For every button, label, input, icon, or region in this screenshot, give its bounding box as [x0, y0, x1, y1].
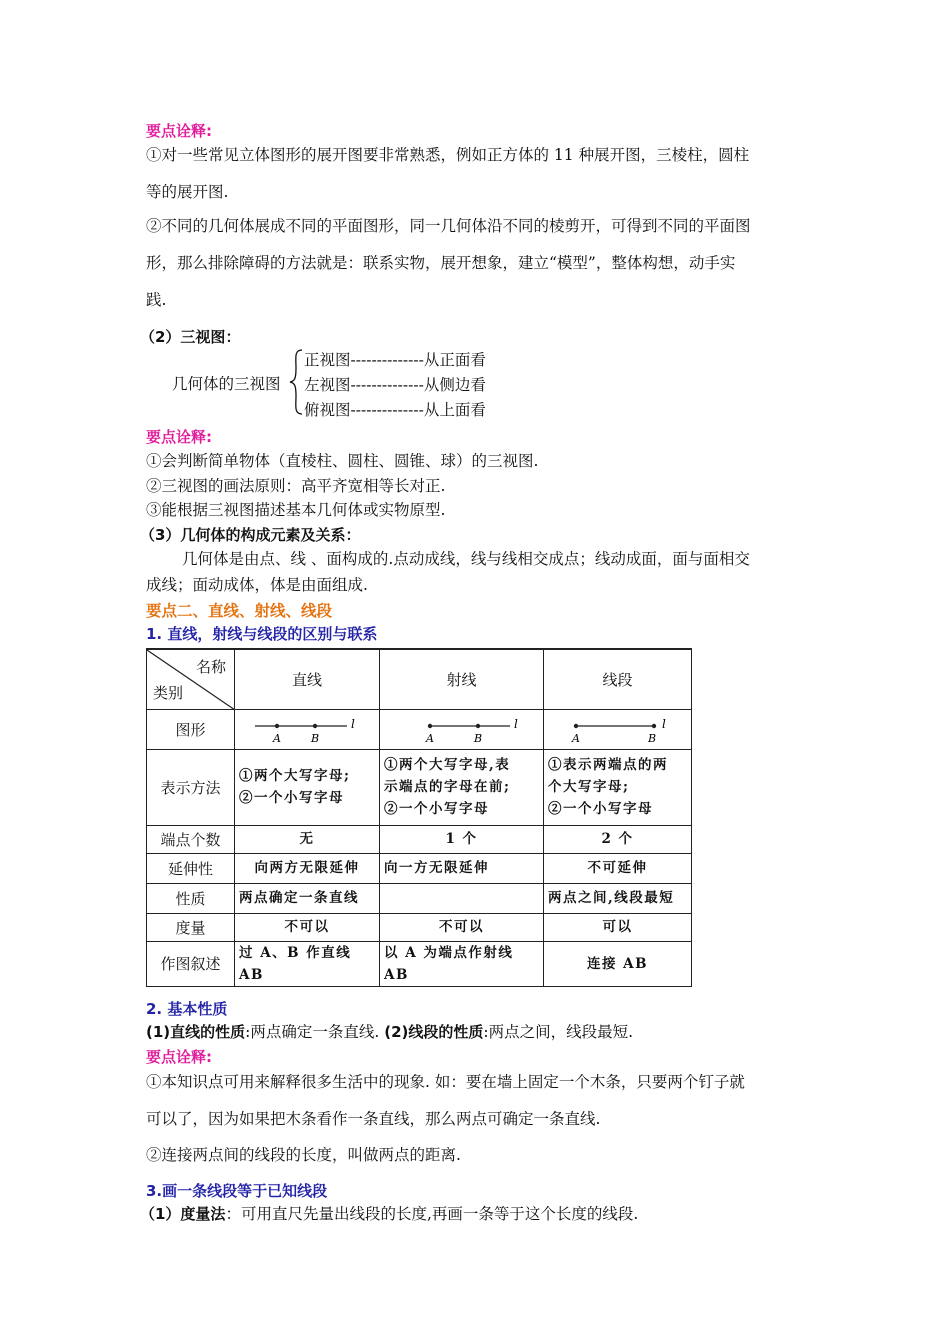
segment-representation: [544, 749, 692, 825]
point-b-label: B: [647, 732, 656, 744]
row-label-figure: 图形: [147, 709, 235, 749]
row-label-endpoints: 端点个数: [147, 825, 235, 853]
three-views-heading: （2）三视图：: [140, 328, 241, 346]
subsection-1-title: 1. 直线，射线与线段的区别与联系: [146, 625, 378, 643]
segment-measure: 可以: [544, 913, 692, 941]
header-ray: 射线: [380, 649, 544, 709]
header-line: 直线: [235, 649, 380, 709]
subsection-3-title: 3.画一条线段等于已知线段: [146, 1182, 328, 1200]
three-views-root: 几何体的三视图: [172, 375, 281, 393]
table-row: [147, 883, 692, 913]
ray-endpoints: 1 个: [380, 825, 544, 853]
table-row: [147, 913, 692, 941]
line-property: 两点确定一条直线: [235, 883, 380, 913]
key-point-title-3: 要点诠释:: [146, 1048, 212, 1066]
composition-p1: 几何体是由点、线 、面构成的.点动成线，线与线相交成点；线动成面，面与面相交: [182, 550, 750, 568]
segment-property-text: :两点之间，线段最短.: [483, 1023, 634, 1041]
top-view-line: 俯视图--------------从上面看: [304, 401, 486, 419]
table-corner-cell: [147, 649, 235, 709]
part-two-title: 要点二、直线、射线、线段: [146, 602, 333, 620]
segment-property: 两点之间,线段最短: [544, 883, 692, 913]
segment-drawing: 连接 AB: [544, 941, 692, 986]
row-label-property: 性质: [147, 883, 235, 913]
measure-method-line: [140, 1204, 638, 1224]
line-endpoints: 无: [235, 825, 380, 853]
corner-top-label: 名称: [195, 658, 226, 676]
side-view-line: 左视图--------------从侧边看: [304, 376, 486, 394]
ray-representation: [380, 749, 544, 825]
ray-measure: 不可以: [380, 913, 544, 941]
properties-line: [146, 1022, 633, 1042]
ray-property: [380, 883, 544, 913]
view-item-2: ②三视图的画法原则：高平齐宽相等长对正.: [146, 477, 446, 495]
ray-drawing: 以 A 为端点作射线 AB: [380, 941, 544, 986]
ray-rep-3: ②一个小写字母: [384, 801, 489, 817]
front-view-line: 正视图--------------从正面看: [304, 351, 486, 369]
line-property-label: (1)直线的性质: [146, 1023, 246, 1041]
paragraph-2b: 形，那么排除障碍的方法就是：联系实物，展开想象，建立“模型”，整体构想，动手实: [146, 254, 736, 272]
segment-figure: [558, 714, 678, 744]
row-label-representation: 表示方法: [147, 749, 235, 825]
basic-paragraph-2: ②连接两点间的线段的长度，叫做两点的距离.: [146, 1146, 461, 1164]
paragraph-2c: 践.: [146, 291, 167, 309]
key-point-title-1: 要点诠释:: [146, 122, 212, 140]
line-measure: 不可以: [235, 913, 380, 941]
table-row: [147, 825, 692, 853]
segment-figure-cell: [544, 709, 692, 749]
ray-name-label: l: [513, 717, 518, 731]
row-label-extension: 延伸性: [147, 853, 235, 883]
point-b-label: B: [473, 732, 482, 744]
ray-extension: 向一方无限延伸: [380, 853, 544, 883]
ray-figure-cell: [380, 709, 544, 749]
ray-rep-1: ①两个大写字母,表: [384, 757, 511, 773]
header-segment: 线段: [544, 649, 692, 709]
composition-heading: （3）几何体的构成元素及关系：: [140, 526, 361, 544]
line-rep-2: ②一个小写字母: [239, 790, 344, 806]
view-item-3: ③能根据三视图描述基本几何体或实物原型.: [146, 501, 446, 519]
subsection-2-title: 2. 基本性质: [146, 1000, 228, 1018]
point-a-label: A: [273, 732, 281, 744]
line-property-text: :两点确定一条直线.: [245, 1023, 385, 1041]
table-row: [147, 941, 692, 986]
line-drawing: 过 A、B 作直线 AB: [235, 941, 380, 986]
comparison-table: [146, 648, 691, 983]
line-figure-cell: [235, 709, 380, 749]
table-row: [147, 853, 692, 883]
ray-rep-2: 示端点的字母在前;: [384, 779, 511, 795]
paragraph-1b: 等的展开图.: [146, 183, 229, 201]
line-rep-1: ①两个大写字母;: [239, 768, 351, 784]
ray-figure: [402, 714, 522, 744]
seg-rep-1: ①表示两端点的两: [548, 757, 668, 773]
row-label-drawing: 作图叙述: [147, 941, 235, 986]
table-row: [147, 749, 692, 825]
point-a-label: A: [425, 732, 434, 744]
segment-endpoints: 2 个: [544, 825, 692, 853]
table-header-row: [147, 649, 692, 709]
table-row: [147, 709, 692, 749]
basic-paragraph-1b: 可以了，因为如果把木条看作一条直线，那么两点可确定一条直线.: [146, 1110, 601, 1128]
key-point-title-2: 要点诠释:: [146, 428, 212, 446]
line-name-label: l: [351, 717, 355, 731]
measure-method-text: ：可用直尺先量出线段的长度,再画一条等于这个长度的线段.: [225, 1205, 639, 1223]
segment-extension: 不可延伸: [544, 853, 692, 883]
measure-method-label: （1）度量法: [140, 1205, 226, 1223]
segment-property-label: (2)线段的性质: [384, 1023, 484, 1041]
basic-paragraph-1a: ①本知识点可用来解释很多生活中的现象. 如：要在墙上固定一个木条，只要两个钉子就: [146, 1073, 745, 1091]
line-extension: 向两方无限延伸: [235, 853, 380, 883]
paragraph-2a: ②不同的几何体展成不同的平面图形，同一几何体沿不同的棱剪开，可得到不同的平面图: [146, 217, 751, 235]
view-item-1: ①会判断简单物体（直棱柱、圆柱、圆锥、球）的三视图.: [146, 452, 539, 470]
composition-p2: 成线；面动成体，体是由面组成.: [146, 576, 368, 594]
point-b-label: B: [311, 732, 320, 744]
line-representation: [235, 749, 380, 825]
line-figure: [247, 714, 367, 744]
corner-bottom-label: 类别: [153, 683, 184, 702]
row-label-measure: 度量: [147, 913, 235, 941]
seg-rep-3: ②一个小写字母: [548, 801, 653, 817]
point-a-label: A: [571, 732, 580, 744]
seg-rep-2: 个大写字母;: [548, 779, 630, 795]
paragraph-1a: ①对一些常见立体图形的展开图要非常熟悉，例如正方体的 11 种展开图，三棱柱，圆柱: [146, 146, 750, 164]
segment-name-label: l: [661, 717, 666, 731]
